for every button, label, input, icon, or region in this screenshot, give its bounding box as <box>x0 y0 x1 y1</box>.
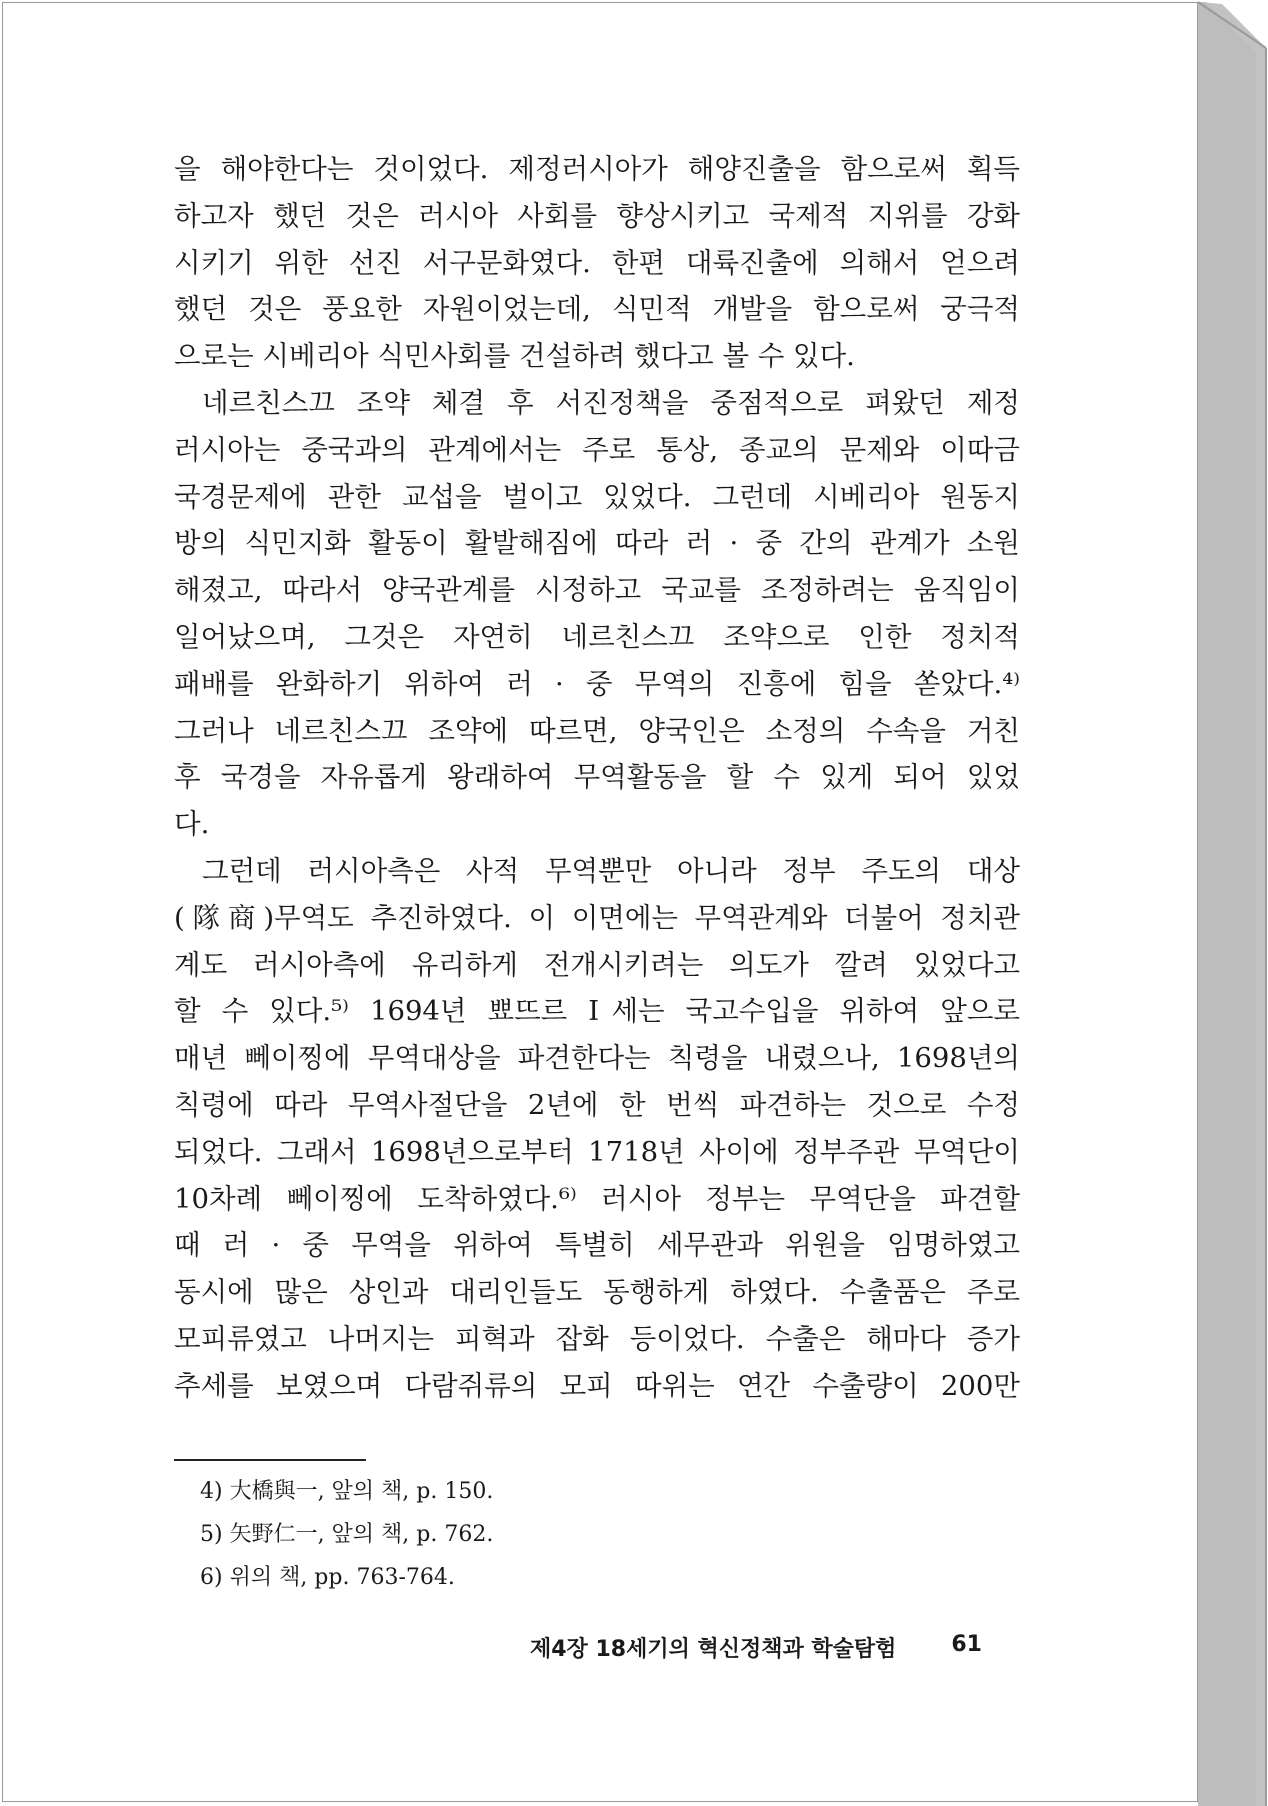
text-line: 해졌고, 따라서 양국관계를 시정하고 국교를 조정하려는 움직임이 <box>174 574 1020 607</box>
running-footer <box>530 1632 982 1663</box>
text-line: 동시에 많은 상인과 대리인들도 동행하게 하였다. 수출품은 주로 <box>174 1276 1020 1309</box>
footnote-item: 5) 矢野仁一, 앞의 책, p. 762. <box>200 1522 494 1547</box>
body-text <box>174 146 1020 1410</box>
text-line: 할 수 있다.⁵⁾ 1694년 뾰뜨르 Ⅰ세는 국고수입을 위하여 앞으로 <box>174 995 1020 1028</box>
text-line: 모피류였고 나머지는 피혁과 잡화 등이었다. 수출은 해마다 증가 <box>174 1322 1020 1355</box>
text-line: 국경문제에 관한 교섭을 벌이고 있었다. 그런데 시베리아 원동지 <box>174 480 1020 513</box>
text-line: 때 러 · 중 무역을 위하여 특별히 세무관과 위원을 임명하였고 <box>174 1229 1020 1262</box>
text-line: 추세를 보였으며 다람쥐류의 모피 따위는 연간 수출량이 200만 <box>174 1369 1020 1402</box>
footnote-item: 6) 위의 책, pp. 763-764. <box>200 1565 455 1590</box>
page-number: 61 <box>951 1632 982 1657</box>
footnotes <box>200 1470 493 1599</box>
text-line: 하고자 했던 것은 러시아 사회를 향상시키고 국제적 지위를 강화 <box>174 199 1020 232</box>
text-line: 을 해야한다는 것이었다. 제정러시아가 해양진출을 함으로써 획득 <box>174 153 1020 185</box>
text-line: 다. <box>174 808 210 841</box>
text-line: 네르친스끄 조약 체결 후 서진정책을 중점적으로 펴왔던 제정 <box>202 386 1020 419</box>
text-line: 일어났으며, 그것은 자연히 네르친스끄 조약으로 인한 정치적 <box>174 620 1020 653</box>
text-line: 후 국경을 자유롭게 왕래하여 무역활동을 할 수 있게 되어 있었 <box>174 761 1020 794</box>
footnote-item: 4) 大橋與一, 앞의 책, p. 150. <box>200 1479 494 1504</box>
text-line: 방의 식민지화 활동이 활발해짐에 따라 러 · 중 간의 관계가 소원 <box>174 527 1020 560</box>
text-line: 시키기 위한 선진 서구문화였다. 한편 대륙진출에 의해서 얻으려 <box>174 246 1020 279</box>
text-line: 되었다. 그래서 1698년으로부터 1718년 사이에 정부주관 무역단이 <box>174 1135 1020 1168</box>
text-line: (隊商)무역도 추진하였다. 이 이면에는 무역관계와 더불어 정치관 <box>174 901 1020 934</box>
text-line: 매년 뻬이찡에 무역대상을 파견한다는 칙령을 내렸으나, 1698년의 <box>174 1042 1020 1075</box>
text-line: 계도 러시아측에 유리하게 전개시키려는 의도가 깔려 있었다고 <box>174 948 1020 981</box>
text-line: 으로는 시베리아 식민사회를 건설하려 했다고 볼 수 있다. <box>174 340 855 373</box>
text-line: 러시아는 중국과의 관계에서는 주로 통상, 종교의 문제와 이따금 <box>174 433 1020 466</box>
text-line: 했던 것은 풍요한 자원이었는데, 식민적 개발을 함으로써 궁극적 <box>174 293 1020 326</box>
text-line: 그런데 러시아측은 사적 무역뿐만 아니라 정부 주도의 대상 <box>202 854 1020 887</box>
text-line: 칙령에 따라 무역사절단을 2년에 한 번씩 파견하는 것으로 수정 <box>174 1088 1020 1121</box>
footnote-divider <box>174 1459 366 1461</box>
text-line: 패배를 완화하기 위하여 러 · 중 무역의 진흥에 힘을 쏟았다.⁴⁾ <box>174 667 1020 700</box>
text-line: 10차례 뻬이찡에 도착하였다.⁶⁾ 러시아 정부는 무역단을 파견할 <box>174 1182 1020 1215</box>
running-title: 제4장 18세기의 혁신정책과 학술탐험 <box>530 1637 897 1662</box>
text-line: 그러나 네르친스끄 조약에 따르면, 양국인은 소정의 수속을 거친 <box>174 714 1020 747</box>
